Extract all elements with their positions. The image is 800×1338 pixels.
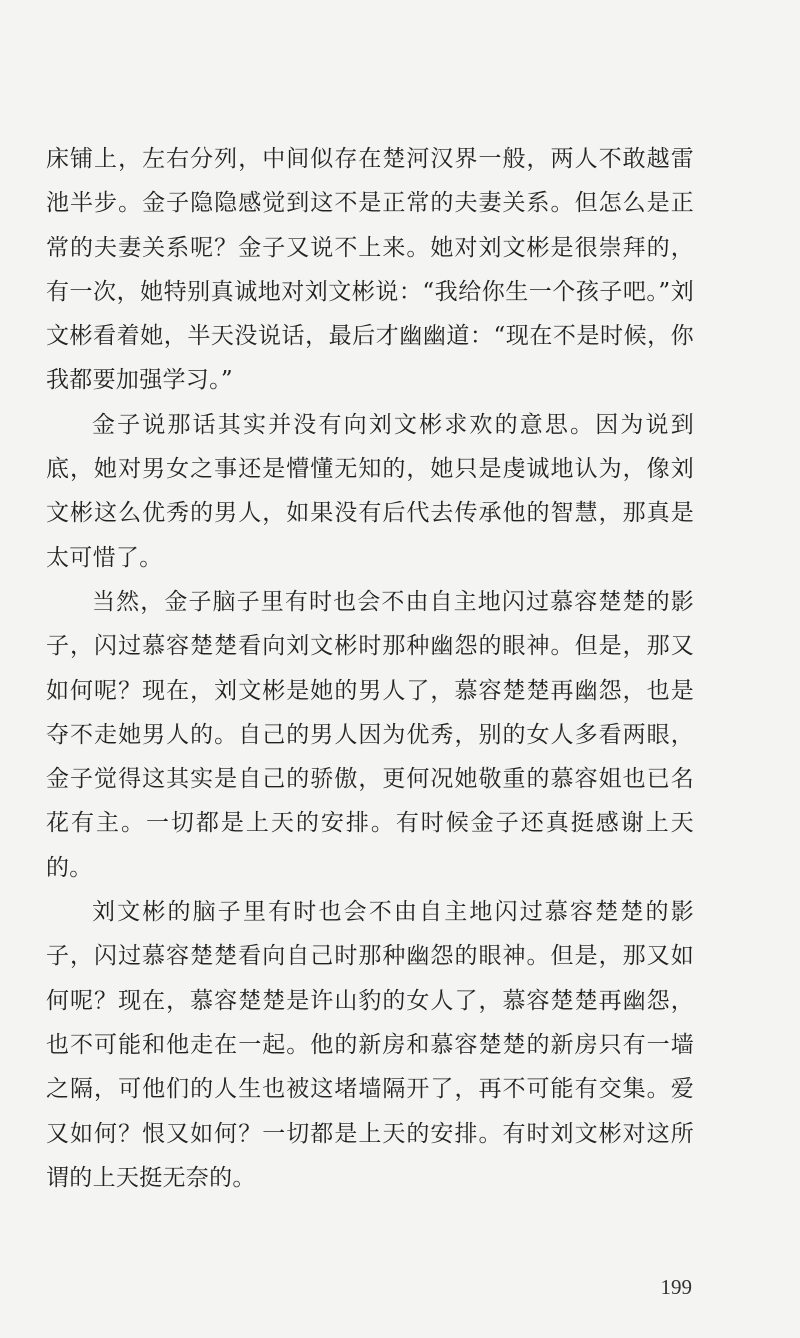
body-text (46, 137, 694, 1200)
paragraph-3: 当然，金子脑子里有时也会不由自主地闪过慕容楚楚的影子，闪过慕容楚楚看向刘文彬时那种幽怨的眼神。但是，那又如何呢？现在，刘文彬是她的男人了，慕容楚楚再幽怨，也是夺不走她男人的。自己的男人因为优秀，别的女人多看两眼，金子觉得这其实是自己的骄傲，更何况她敬重的慕容姐也已名花有主。一切都是上天的安排。有时候金子还真挺感谢上天的。 (46, 588, 694, 881)
paragraph-1: 床铺上，左右分列，中间似存在楚河汉界一般，两人不敢越雷池半步。金子隐隐感觉到这不是正常的夫妻关系。但怎么是正常的夫妻关系呢？金子又说不上来。她对刘文彬是很崇拜的，有一次，她特别真诚地对刘文彬说：“我给你生一个孩子吧。”刘文彬看着她，半天没说话，最后才幽幽道：“现在不是时候，你我都要加强学习。” (46, 146, 694, 394)
page-number: 199 (660, 1275, 692, 1299)
paragraph-2: 金子说那话其实并没有向刘文彬求欢的意思。因为说到底，她对男女之事还是懵懂无知的，她只是虔诚地认为，像刘文彬这么优秀的男人，如果没有后代去传承他的智慧，那真是太可惜了。 (46, 411, 694, 571)
paragraph-4: 刘文彬的脑子里有时也会不由自主地闪过慕容楚楚的影子，闪过慕容楚楚看向自己时那种幽怨的眼神。但是，那又如何呢？现在，慕容楚楚是许山豹的女人了，慕容楚楚再幽怨，也不可能和他走在一起。他的新房和慕容楚楚的新房只有一墙之隔，可他们的人生也被这堵墙隔开了，再不可能有交集。爱又如何？恨又如何？一切都是上天的安排。有时刘文彬对这所谓的上天挺无奈的。 (46, 899, 694, 1191)
